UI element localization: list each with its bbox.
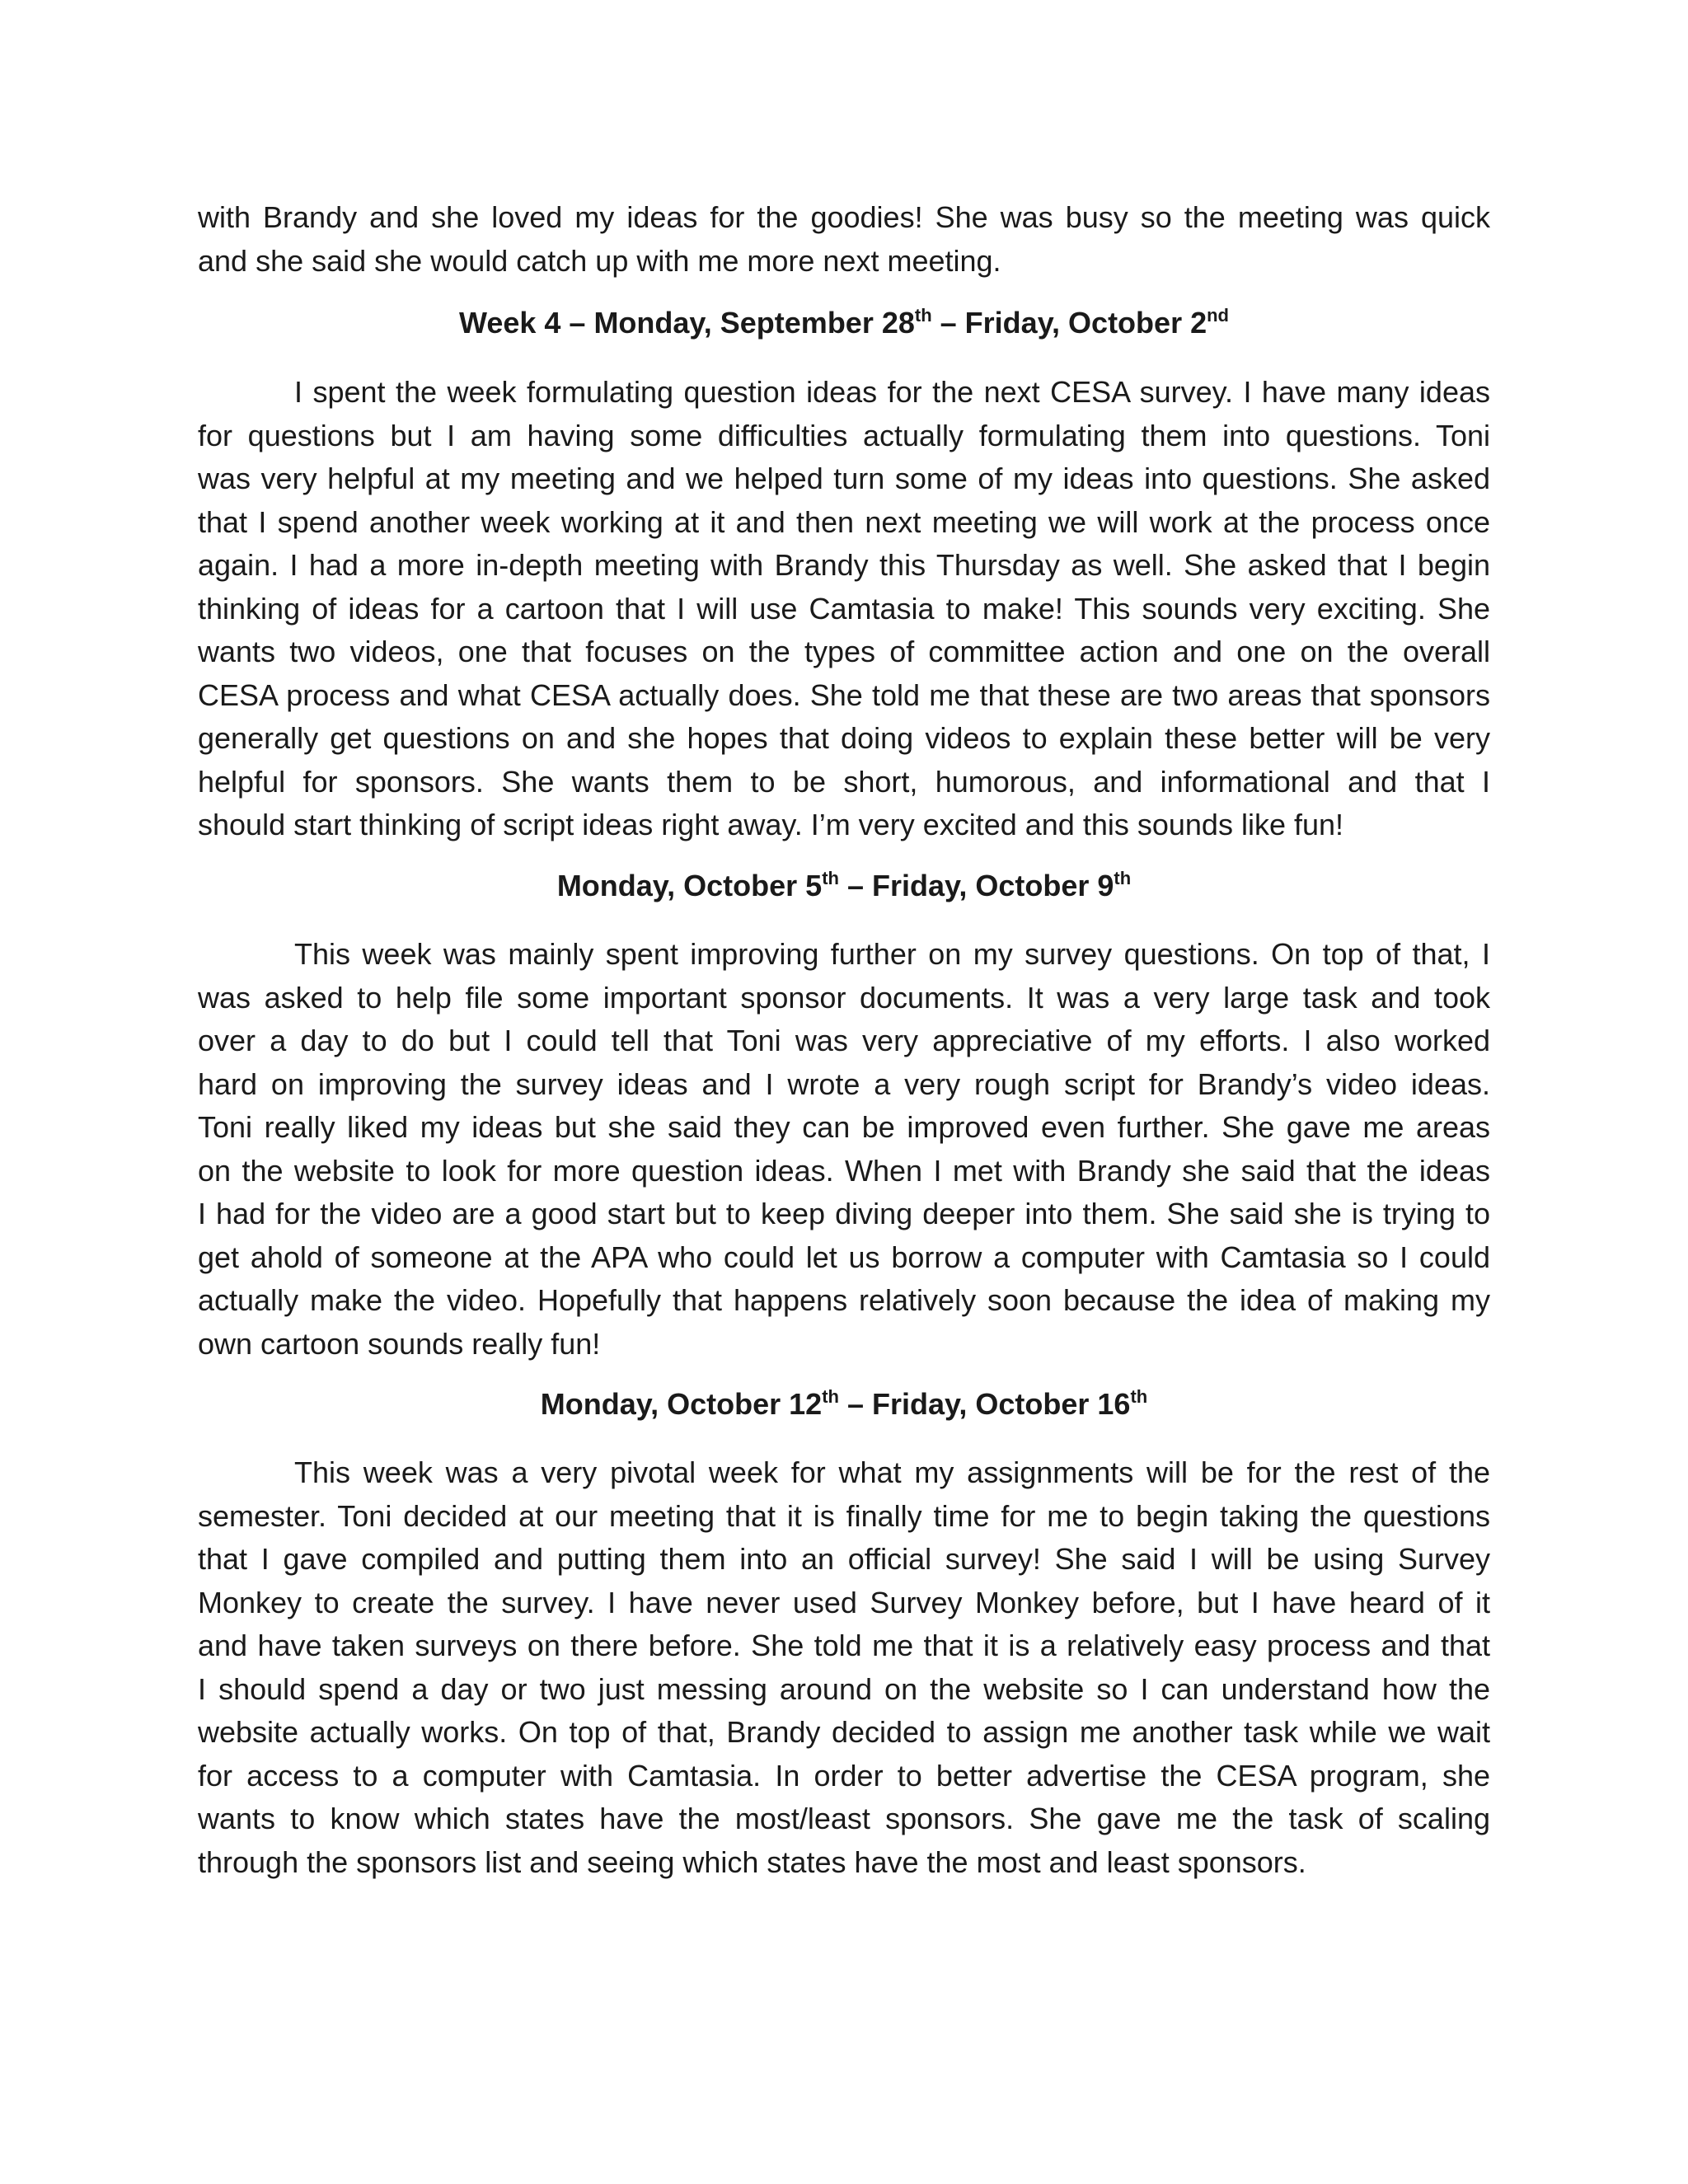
- text-line: on the website to look for more question ideas. When I met with Brandy she said that the ideas: [198, 1153, 1490, 1188]
- section-paragraph-october-5: [198, 933, 1490, 1366]
- heading-text: Monday, October 5: [556, 869, 823, 902]
- heading-superscript: th: [822, 1386, 839, 1407]
- text-line: This week was a very pivotal week for what my assignments will be for the rest of the: [294, 1455, 1490, 1489]
- heading-superscript: nd: [1207, 305, 1229, 326]
- heading-superscript: th: [1130, 1386, 1148, 1407]
- heading-superscript: th: [914, 305, 932, 326]
- section-heading-october-12: [198, 1383, 1490, 1426]
- text-line: again. I had a more in-depth meeting with Brandy this Thursday as well. She asked that I begin: [198, 548, 1490, 582]
- text-line: website actually works. On top of that, Brandy decided to assign me another task while we wait: [198, 1715, 1490, 1749]
- text-line: wants to know which states have the most/least sponsors. She gave me the task of scaling: [198, 1802, 1490, 1835]
- heading-superscript: th: [822, 868, 839, 888]
- text-line: I should spend a day or two just messing around on the website so I can understand how the: [198, 1671, 1490, 1706]
- heading-text: – Friday, October 9: [838, 869, 1114, 902]
- heading-text: – Friday, October 16: [838, 1387, 1131, 1421]
- text-line: I had for the video are a good start but to keep diving deeper into them. She said she is trying to: [198, 1197, 1490, 1230]
- text-line: own cartoon sounds really fun!: [198, 1326, 601, 1361]
- text-line: and have taken surveys on there before. She told me that it is a relatively easy process and that: [198, 1629, 1490, 1662]
- text-line: This week was mainly spent improving further on my survey questions. On top of that, I: [294, 937, 1490, 971]
- intro-paragraph: [198, 196, 1490, 283]
- text-line: with Brandy and she loved my ideas for the goodies! She was busy so the meeting was quick: [198, 200, 1490, 234]
- heading-text: Week 4 – Monday, September 28: [459, 306, 915, 340]
- text-line: actually make the video. Hopefully that happens relatively soon because the idea of making my: [198, 1283, 1490, 1317]
- text-line: that I spend another week working at it and then next meeting we will work at the process once: [198, 504, 1490, 539]
- text-line: generally get questions on and she hopes that doing videos to explain these better will be very: [198, 721, 1490, 755]
- section-paragraph-week-4: [198, 371, 1490, 847]
- text-line: thinking of ideas for a cartoon that I will use Camtasia to make! This sounds very exciting. She: [198, 591, 1490, 626]
- text-line: semester. Toni decided at our meeting that it is finally time for me to begin taking the questions: [198, 1498, 1490, 1533]
- text-line: Monkey to create the survey. I have never used Survey Monkey before, but I have heard of it: [198, 1585, 1490, 1619]
- text-line: helpful for sponsors. She wants them to be short, humorous, and informational and that I: [198, 764, 1490, 799]
- text-line: get ahold of someone at the APA who could let us borrow a computer with Camtasia so I could: [198, 1240, 1490, 1274]
- text-line: wants two videos, one that focuses on the types of committee action and one on the overall: [198, 635, 1490, 668]
- heading-superscript: th: [1114, 868, 1132, 888]
- text-line: was asked to help file some important sponsor documents. It was a very large task and took: [198, 980, 1490, 1015]
- section-heading-week-4: [198, 302, 1490, 344]
- text-line: that I gave compiled and putting them into an official survey! She said I will be using Survey: [198, 1542, 1490, 1576]
- text-line: through the sponsors list and seeing which states have the most and least sponsors.: [198, 1844, 1306, 1879]
- text-line: and she said she would catch up with me more next meeting.: [198, 243, 1001, 278]
- heading-text: Monday, October 12: [540, 1387, 823, 1421]
- section-paragraph-october-12: [198, 1451, 1490, 1884]
- heading-text: – Friday, October 2: [931, 306, 1207, 340]
- text-line: was very helpful at my meeting and we helped turn some of my ideas into questions. She asked: [198, 462, 1490, 495]
- text-line: CESA process and what CESA actually does. She told me that these are two areas that sponsors: [198, 677, 1490, 712]
- text-line: for access to a computer with Camtasia. In order to better advertise the CESA program, she: [198, 1758, 1490, 1793]
- text-line: over a day to do but I could tell that Toni was very appreciative of my efforts. I also worked: [198, 1024, 1490, 1057]
- section-heading-october-5: [198, 865, 1490, 907]
- text-line: I spent the week formulating question ideas for the next CESA survey. I have many ideas: [294, 375, 1490, 409]
- text-line: hard on improving the survey ideas and I wrote a very rough script for Brandy’s video ideas.: [198, 1066, 1490, 1101]
- text-line: should start thinking of script ideas right away. I’m very excited and this sounds like fun!: [198, 808, 1344, 841]
- text-line: for questions but I am having some difficulties actually formulating them into questions. Toni: [198, 418, 1490, 452]
- text-line: Toni really liked my ideas but she said they can be improved even further. She gave me areas: [198, 1110, 1490, 1144]
